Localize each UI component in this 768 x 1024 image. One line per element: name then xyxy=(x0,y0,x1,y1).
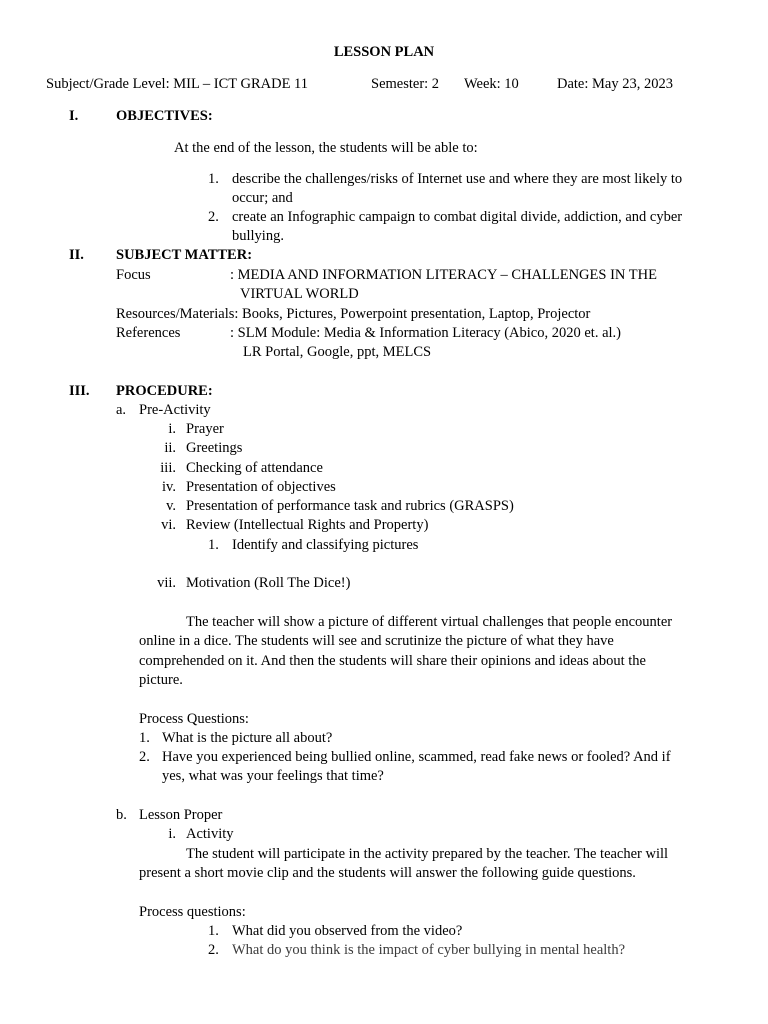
list-item: Prayer xyxy=(186,421,224,437)
resources-materials: Resources/Materials: Books, Pictures, Powerpoint presentation, Laptop, Projector xyxy=(116,306,591,322)
motivation-item: Motivation (Roll The Dice!) xyxy=(186,575,351,591)
list-item: Greetings xyxy=(186,440,243,456)
focus-value: VIRTUAL WORLD xyxy=(240,286,359,302)
list-number: i. xyxy=(168,421,176,437)
question-number: 1. xyxy=(139,730,150,746)
references-value: : SLM Module: Media & Information Literacy (Abico, 2020 et. al.) xyxy=(230,325,622,341)
paragraph-line: The teacher will show a picture of different virtual challenges that people encounter xyxy=(186,614,673,630)
paragraph-line: picture. xyxy=(139,672,183,688)
subject-grade-level: Subject/Grade Level: MIL – ICT GRADE 11 xyxy=(46,76,309,92)
question-text: What did you observed from the video? xyxy=(232,923,463,939)
activity-item: Activity xyxy=(186,826,234,842)
list-number: v. xyxy=(166,498,176,514)
objective-text: bullying. xyxy=(232,228,284,244)
list-item: Presentation of objectives xyxy=(186,479,336,495)
lesson-proper-label: Lesson Proper xyxy=(139,807,223,823)
paragraph-line: comprehended on it. And then the students will share their opinions and ideas about the xyxy=(139,653,646,669)
objective-number: 1. xyxy=(208,171,219,187)
paragraph-line: online in a dice. The students will see and scrutinize the picture of what they have xyxy=(139,633,614,649)
objective-text: occur; and xyxy=(232,190,293,206)
subject-matter-heading: SUBJECT MATTER: xyxy=(116,247,253,263)
list-item: Checking of attendance xyxy=(186,460,323,476)
references-value: LR Portal, Google, ppt, MELCS xyxy=(243,344,432,360)
procedure-heading: PROCEDURE: xyxy=(116,383,213,399)
question-text: What is the picture all about? xyxy=(162,730,333,746)
list-item: Presentation of performance task and rubrics (GRASPS) xyxy=(186,498,514,514)
question-text: yes, what was your feelings that time? xyxy=(162,768,384,784)
objective-text: create an Infographic campaign to combat digital divide, addiction, and cyber xyxy=(232,209,683,225)
list-number: i. xyxy=(168,826,176,842)
page-title: LESSON PLAN xyxy=(333,44,435,60)
pre-activity-letter: a. xyxy=(116,402,127,418)
list-number: iv. xyxy=(162,479,176,495)
process-questions-label: Process Questions: xyxy=(139,711,249,727)
objective-number: 2. xyxy=(208,209,219,225)
date: Date: May 23, 2023 xyxy=(557,76,673,92)
review-sub-number: 1. xyxy=(208,537,219,553)
subject-matter-numeral: II. xyxy=(69,247,84,263)
question-number: 2. xyxy=(208,942,219,958)
objective-text: describe the challenges/risks of Internet use and where they are most likely to xyxy=(232,171,683,187)
focus-label: Focus xyxy=(116,267,151,283)
review-sub-item: Identify and classifying pictures xyxy=(232,537,419,553)
objectives-numeral: I. xyxy=(69,108,79,124)
focus-value: : MEDIA AND INFORMATION LITERACY – CHALLENGES IN THE xyxy=(230,267,657,283)
lesson-proper-letter: b. xyxy=(116,807,127,823)
week: Week: 10 xyxy=(464,76,519,92)
objectives-heading: OBJECTIVES: xyxy=(116,108,213,124)
references-label: References xyxy=(116,325,181,341)
question-text: Have you experienced being bullied online, scammed, read fake news or fooled? And if xyxy=(162,749,671,765)
objectives-intro: At the end of the lesson, the students will be able to: xyxy=(174,140,478,156)
paragraph-line: The student will participate in the activity prepared by the teacher. The teacher will xyxy=(186,846,669,862)
list-number: ii. xyxy=(164,440,176,456)
semester: Semester: 2 xyxy=(371,76,440,92)
paragraph-line: present a short movie clip and the students will answer the following guide questions. xyxy=(139,865,636,881)
list-number: vii. xyxy=(157,575,176,591)
list-number: vi. xyxy=(161,517,176,533)
procedure-numeral: III. xyxy=(69,383,90,399)
pre-activity-label: Pre-Activity xyxy=(139,402,211,418)
process-questions-label: Process questions: xyxy=(139,904,246,920)
question-number: 1. xyxy=(208,923,219,939)
list-number: iii. xyxy=(160,460,176,476)
list-item: Review (Intellectual Rights and Property) xyxy=(186,517,429,533)
question-number: 2. xyxy=(139,749,150,765)
question-text: What do you think is the impact of cyber bullying in mental health? xyxy=(232,942,626,958)
